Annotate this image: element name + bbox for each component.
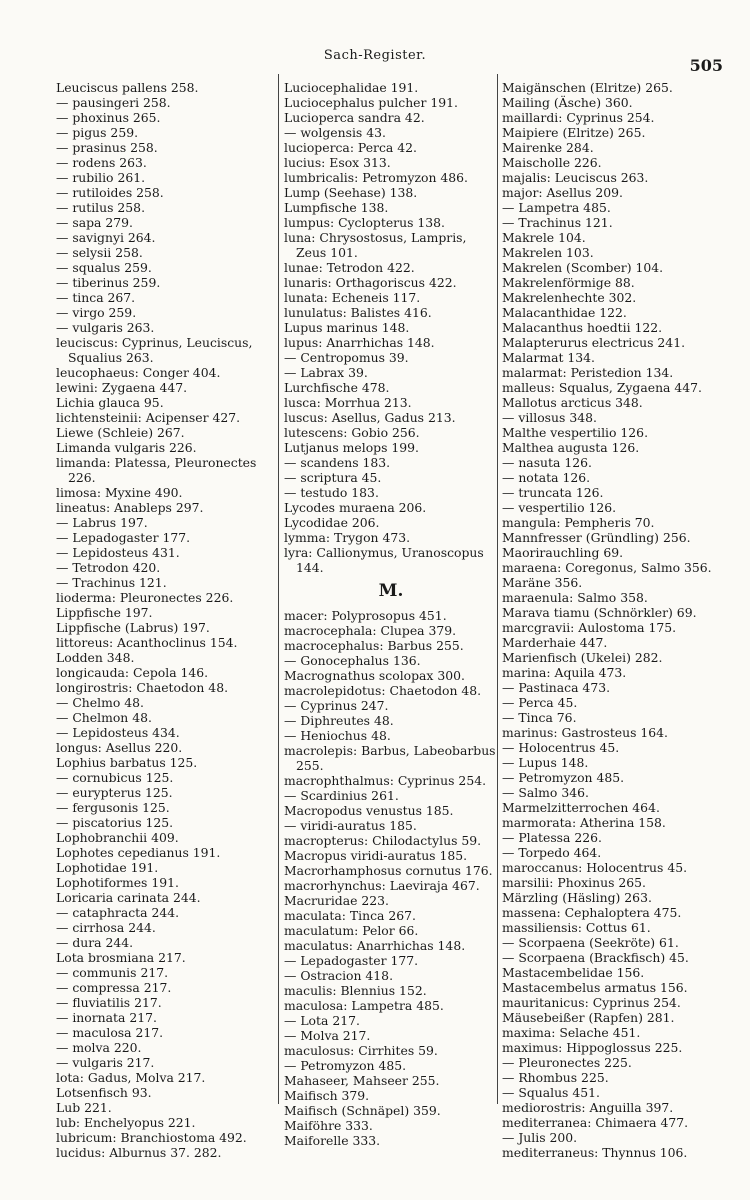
index-entry: Marienfisch (Ukelei) 282. <box>502 650 663 665</box>
index-entry: macrocephalus: Barbus 255. <box>284 638 464 653</box>
index-entry: — Labrus 197. <box>56 515 148 530</box>
index-entry: Lophotidae 191. <box>56 860 159 875</box>
index-entry: maxima: Selache 451. <box>502 1025 641 1040</box>
index-entry: Maischolle 226. <box>502 155 602 170</box>
index-entry: macrolepis: Barbus, Labeobarbus 255. <box>284 743 496 773</box>
index-entry: Maiföhre 333. <box>284 1118 373 1133</box>
index-entry: Luciocephalidae 191. <box>284 80 419 95</box>
index-entry: — Squalus 451. <box>502 1085 600 1100</box>
index-entry: — sapa 279. <box>56 215 133 230</box>
index-entry: mediterraneus: Thynnus 106. <box>502 1145 688 1160</box>
column-divider <box>278 74 279 1104</box>
index-entry: Lump (Seehase) 138. <box>284 185 418 200</box>
index-entry: Lycodidae 206. <box>284 515 380 530</box>
index-entry: Lub 221. <box>56 1100 112 1115</box>
index-entry: maculosus: Cirrhites 59. <box>284 1043 438 1058</box>
index-entry: — piscatorius 125. <box>56 815 174 830</box>
index-entry: Mahaseer, Mahseer 255. <box>284 1073 440 1088</box>
index-entry: luna: Chrysostosus, Lampris, Zeus 101. <box>284 230 467 260</box>
index-entry: — molva 220. <box>56 1040 142 1055</box>
index-entry: — Trachinus 121. <box>56 575 167 590</box>
index-entry: lutescens: Gobio 256. <box>284 425 420 440</box>
index-entry: — Holocentrus 45. <box>502 740 620 755</box>
index-entry: — Lepidosteus 431. <box>56 545 180 560</box>
index-entry: Lophius barbatus 125. <box>56 755 198 770</box>
index-entry: lunulatus: Balistes 416. <box>284 305 432 320</box>
index-entry: — Trachinus 121. <box>502 215 613 230</box>
index-entry: mediorostris: Anguilla 397. <box>502 1100 674 1115</box>
index-entry: Macropus viridi-auratus 185. <box>284 848 468 863</box>
index-entry: maculatum: Pelor 66. <box>284 923 419 938</box>
index-entry: marina: Aquila 473. <box>502 665 627 680</box>
index-entry: — Rhombus 225. <box>502 1070 609 1085</box>
index-entry: — testudo 183. <box>284 485 379 500</box>
index-entry: — Salmo 346. <box>502 785 589 800</box>
index-entry: Macruridae 223. <box>284 893 389 908</box>
index-entry: Loricaria carinata 244. <box>56 890 201 905</box>
index-entry: — selysii 258. <box>56 245 143 260</box>
index-entry: — maculosa 217. <box>56 1025 164 1040</box>
index-entry: Malapterurus electricus 241. <box>502 335 686 350</box>
index-entry: macrophthalmus: Cyprinus 254. <box>284 773 487 788</box>
index-entry: leucophaeus: Conger 404. <box>56 365 221 380</box>
index-entry: Limanda vulgaris 226. <box>56 440 197 455</box>
index-entry: — truncata 126. <box>502 485 604 500</box>
index-entry: — vulgaris 263. <box>56 320 155 335</box>
index-entry: — cornubicus 125. <box>56 770 174 785</box>
index-entry: leuciscus: Cyprinus, Leuciscus, Squalius 263. <box>56 335 253 365</box>
index-entry: maculatus: Anarrhichas 148. <box>284 938 466 953</box>
index-entry: macrocephala: Clupea 379. <box>284 623 457 638</box>
index-entry: lioderma: Pleuronectes 226. <box>56 590 234 605</box>
index-entry: — Gonocephalus 136. <box>284 653 421 668</box>
index-entry: lota: Gadus, Molva 217. <box>56 1070 206 1085</box>
index-entry: — virgo 259. <box>56 305 137 320</box>
index-entry: Malthea augusta 126. <box>502 440 640 455</box>
index-entry: — Labrax 39. <box>284 365 368 380</box>
index-entry: — fluviatilis 217. <box>56 995 162 1010</box>
index-entry: Lippfische 197. <box>56 605 153 620</box>
index-entry: Malacanthidae 122. <box>502 305 627 320</box>
index-entry: Lucioperca sandra 42. <box>284 110 425 125</box>
index-entry: maculis: Blennius 152. <box>284 983 427 998</box>
index-entry: longirostris: Chaetodon 48. <box>56 680 229 695</box>
index-entry: marcgravii: Aulostoma 175. <box>502 620 677 635</box>
index-entry: — Platessa 226. <box>502 830 602 845</box>
index-entry: Lupus marinus 148. <box>284 320 410 335</box>
index-entry: massena: Cephaloptera 475. <box>502 905 682 920</box>
index-entry: Macropodus venustus 185. <box>284 803 454 818</box>
index-entry: — nasuta 126. <box>502 455 592 470</box>
index-entry: maximus: Hippoglossus 225. <box>502 1040 683 1055</box>
index-entry: lineatus: Anableps 297. <box>56 500 204 515</box>
index-entry: Marmelzitterrochen 464. <box>502 800 660 815</box>
index-entry: — Lampetra 485. <box>502 200 611 215</box>
index-entry: — Scorpaena (Seekröte) 61. <box>502 935 679 950</box>
index-entry: Maigänschen (Elritze) 265. <box>502 80 673 95</box>
index-entry: — Chelmon 48. <box>56 710 152 725</box>
index-entry: marmorata: Atherina 158. <box>502 815 666 830</box>
index-entry: macropterus: Chilodactylus 59. <box>284 833 482 848</box>
index-entry: lymma: Trygon 473. <box>284 530 411 545</box>
index-entry: lupus: Anarrhichas 148. <box>284 335 435 350</box>
index-entry: — tiberinus 259. <box>56 275 161 290</box>
page-title: Sach-Register. <box>323 48 427 63</box>
index-entry: Mäusebeißer (Rapfen) 281. <box>502 1010 675 1025</box>
index-entry: — dura 244. <box>56 935 134 950</box>
index-entry: — Tetrodon 420. <box>56 560 161 575</box>
index-entry: maculata: Tinca 267. <box>284 908 416 923</box>
index-column-1 <box>56 80 278 1160</box>
index-entry: macrorhynchus: Laeviraja 467. <box>284 878 480 893</box>
index-entry: Makrele 104. <box>502 230 586 245</box>
index-entry: Lutjanus melops 199. <box>284 440 419 455</box>
index-entry: Makrelen 103. <box>502 245 594 260</box>
index-entry: Mannfresser (Gründling) 256. <box>502 530 691 545</box>
index-entry: Lotsenfisch 93. <box>56 1085 152 1100</box>
index-entry: lunaris: Orthagoriscus 422. <box>284 275 457 290</box>
index-entry: — Centropomus 39. <box>284 350 409 365</box>
index-entry: Maifisch (Schnäpel) 359. <box>284 1103 441 1118</box>
index-entry: — savignyi 264. <box>56 230 156 245</box>
index-entry: — prasinus 258. <box>56 140 158 155</box>
index-entry: Mastacembelidae 156. <box>502 965 645 980</box>
index-entry: — scandens 183. <box>284 455 391 470</box>
index-entry: limanda: Platessa, Pleuronectes 226. <box>56 455 257 485</box>
index-entry: Lophotes cepedianus 191. <box>56 845 221 860</box>
index-entry: — Chelmo 48. <box>56 695 144 710</box>
index-entry: — Ostracion 418. <box>284 968 394 983</box>
index-entry: Lycodes muraena 206. <box>284 500 427 515</box>
index-entry: luscus: Asellus, Gadus 213. <box>284 410 456 425</box>
index-entry: limosa: Myxine 490. <box>56 485 183 500</box>
index-entry: — rutiloides 258. <box>56 185 164 200</box>
index-entry: — scriptura 45. <box>284 470 382 485</box>
index-entry: — Petromyzon 485. <box>284 1058 407 1073</box>
index-entry: — Lepidosteus 434. <box>56 725 180 740</box>
index-entry: — Diphreutes 48. <box>284 713 394 728</box>
index-entry: Mairenke 284. <box>502 140 594 155</box>
index-entry: — Lupus 148. <box>502 755 589 770</box>
index-entry: — rutilus 258. <box>56 200 146 215</box>
index-entry: Malthe vespertilio 126. <box>502 425 649 440</box>
index-entry: Makrelenförmige 88. <box>502 275 635 290</box>
index-entry: — compressa 217. <box>56 980 172 995</box>
index-entry: lusca: Morrhua 213. <box>284 395 412 410</box>
index-entry: — pigus 259. <box>56 125 139 140</box>
index-entry: Macrorhamphosus cornutus 176. <box>284 863 493 878</box>
index-entry: lumpus: Cyclopterus 138. <box>284 215 445 230</box>
index-entry: Malarmat 134. <box>502 350 595 365</box>
index-column-3 <box>502 80 742 1160</box>
index-entry: Lophobranchii 409. <box>56 830 179 845</box>
index-entry: maculosa: Lampetra 485. <box>284 998 444 1013</box>
index-entry: Lippfische (Labrus) 197. <box>56 620 210 635</box>
index-entry: maroccanus: Holocentrus 45. <box>502 860 688 875</box>
index-entry: mediterranea: Chimaera 477. <box>502 1115 689 1130</box>
index-entry: — Petromyzon 485. <box>502 770 625 785</box>
index-entry: — vulgaris 217. <box>56 1055 155 1070</box>
index-entry: — cataphracta 244. <box>56 905 180 920</box>
index-entry: — Tinca 76. <box>502 710 577 725</box>
index-entry: — phoxinus 265. <box>56 110 161 125</box>
index-entry: — Scorpaena (Brackfisch) 45. <box>502 950 689 965</box>
index-entry: Maipiere (Elritze) 265. <box>502 125 646 140</box>
index-entry: Malacanthus hoedtii 122. <box>502 320 663 335</box>
index-entry: Lumpfische 138. <box>284 200 389 215</box>
index-entry: lucidus: Alburnus 37. 282. <box>56 1145 222 1160</box>
index-entry: majalis: Leuciscus 263. <box>502 170 649 185</box>
index-entry: marsilii: Phoxinus 265. <box>502 875 646 890</box>
index-entry: macrolepidotus: Chaetodon 48. <box>284 683 482 698</box>
index-entry: — squalus 259. <box>56 260 152 275</box>
index-entry: Leuciscus pallens 258. <box>56 80 199 95</box>
index-entry: lunae: Tetrodon 422. <box>284 260 415 275</box>
index-entry: Lodden 348. <box>56 650 135 665</box>
index-entry: Mailing (Äsche) 360. <box>502 95 633 110</box>
index-entry: — Julis 200. <box>502 1130 578 1145</box>
index-entry: mangula: Pempheris 70. <box>502 515 655 530</box>
index-entry: massiliensis: Cottus 61. <box>502 920 651 935</box>
index-entry: — Torpedo 464. <box>502 845 602 860</box>
index-entry: lumbricalis: Petromyzon 486. <box>284 170 468 185</box>
index-entry: — Pastinaca 473. <box>502 680 611 695</box>
index-entry: lyra: Callionymus, Uranoscopus 144. <box>284 545 484 575</box>
index-entry: longicauda: Cepola 146. <box>56 665 209 680</box>
index-column-2 <box>284 80 498 1148</box>
index-entry: — vespertilio 126. <box>502 500 617 515</box>
index-entry: — cirrhosa 244. <box>56 920 156 935</box>
index-entry: — rubilio 261. <box>56 170 146 185</box>
index-entry: Maorirauchling 69. <box>502 545 624 560</box>
section-heading: M. <box>378 581 404 601</box>
index-entry: lubricum: Branchiostoma 492. <box>56 1130 247 1145</box>
index-entry: — Lota 217. <box>284 1013 360 1028</box>
index-entry: — Perca 45. <box>502 695 578 710</box>
index-entry: malarmat: Peristedion 134. <box>502 365 674 380</box>
index-entry: lub: Enchelyopus 221. <box>56 1115 196 1130</box>
index-entry: Maifisch 379. <box>284 1088 370 1103</box>
index-entry: — Heniochus 48. <box>284 728 391 743</box>
index-entry: Lota brosmiana 217. <box>56 950 186 965</box>
index-entry: — pausingeri 258. <box>56 95 171 110</box>
index-entry: Maiforelle 333. <box>284 1133 381 1148</box>
index-entry: — Molva 217. <box>284 1028 371 1043</box>
index-entry: Makrelenhechte 302. <box>502 290 637 305</box>
index-entry: maraena: Coregonus, Salmo 356. <box>502 560 712 575</box>
index-entry: maillardi: Cyprinus 254. <box>502 110 655 125</box>
index-entry: Lurchfische 478. <box>284 380 390 395</box>
index-entry: — Scardinius 261. <box>284 788 399 803</box>
index-entry: — eurypterus 125. <box>56 785 173 800</box>
index-entry: maraenula: Salmo 358. <box>502 590 648 605</box>
index-entry: — Cyprinus 247. <box>284 698 389 713</box>
index-entry: lewini: Zygaena 447. <box>56 380 188 395</box>
index-entry: Maräne 356. <box>502 575 583 590</box>
page-number: 505 <box>689 56 723 75</box>
index-entry: mauritanicus: Cyprinus 254. <box>502 995 681 1010</box>
index-entry: — Pleuronectes 225. <box>502 1055 632 1070</box>
index-entry: Märzling (Häsling) 263. <box>502 890 652 905</box>
index-entry: macer: Polyprosopus 451. <box>284 608 447 623</box>
index-entry: marinus: Gastrosteus 164. <box>502 725 668 740</box>
index-entry: malleus: Squalus, Zygaena 447. <box>502 380 702 395</box>
index-entry: major: Asellus 209. <box>502 185 623 200</box>
index-entry: — viridi-auratus 185. <box>284 818 417 833</box>
index-entry: longus: Asellus 220. <box>56 740 183 755</box>
index-entry: Liewe (Schleie) 267. <box>56 425 185 440</box>
index-entry: — notata 126. <box>502 470 591 485</box>
index-entry: — Lepadogaster 177. <box>56 530 191 545</box>
index-entry: littoreus: Acanthoclinus 154. <box>56 635 238 650</box>
index-entry: — inornata 217. <box>56 1010 157 1025</box>
index-entry: — rodens 263. <box>56 155 147 170</box>
index-entry: — communis 217. <box>56 965 169 980</box>
index-entry: lucius: Esox 313. <box>284 155 391 170</box>
index-entry: — tinca 267. <box>56 290 136 305</box>
index-entry: — wolgensis 43. <box>284 125 386 140</box>
index-entry: lichtensteinii: Acipenser 427. <box>56 410 241 425</box>
index-entry: Marderhaie 447. <box>502 635 608 650</box>
index-entry: — fergusonis 125. <box>56 800 170 815</box>
index-entry: Mastacembelus armatus 156. <box>502 980 688 995</box>
index-entry: Makrelen (Scomber) 104. <box>502 260 664 275</box>
index-entry: lunata: Echeneis 117. <box>284 290 421 305</box>
index-entry: Lichia glauca 95. <box>56 395 164 410</box>
index-entry: Lophotiformes 191. <box>56 875 179 890</box>
index-entry: Macrognathus scolopax 300. <box>284 668 465 683</box>
index-entry: — Lepadogaster 177. <box>284 953 419 968</box>
index-entry: — villosus 348. <box>502 410 597 425</box>
index-entry: lucioperca: Perca 42. <box>284 140 417 155</box>
index-entry: Marava tiamu (Schnörkler) 69. <box>502 605 697 620</box>
index-entry: Luciocephalus pulcher 191. <box>284 95 458 110</box>
index-entry: Mallotus arcticus 348. <box>502 395 643 410</box>
